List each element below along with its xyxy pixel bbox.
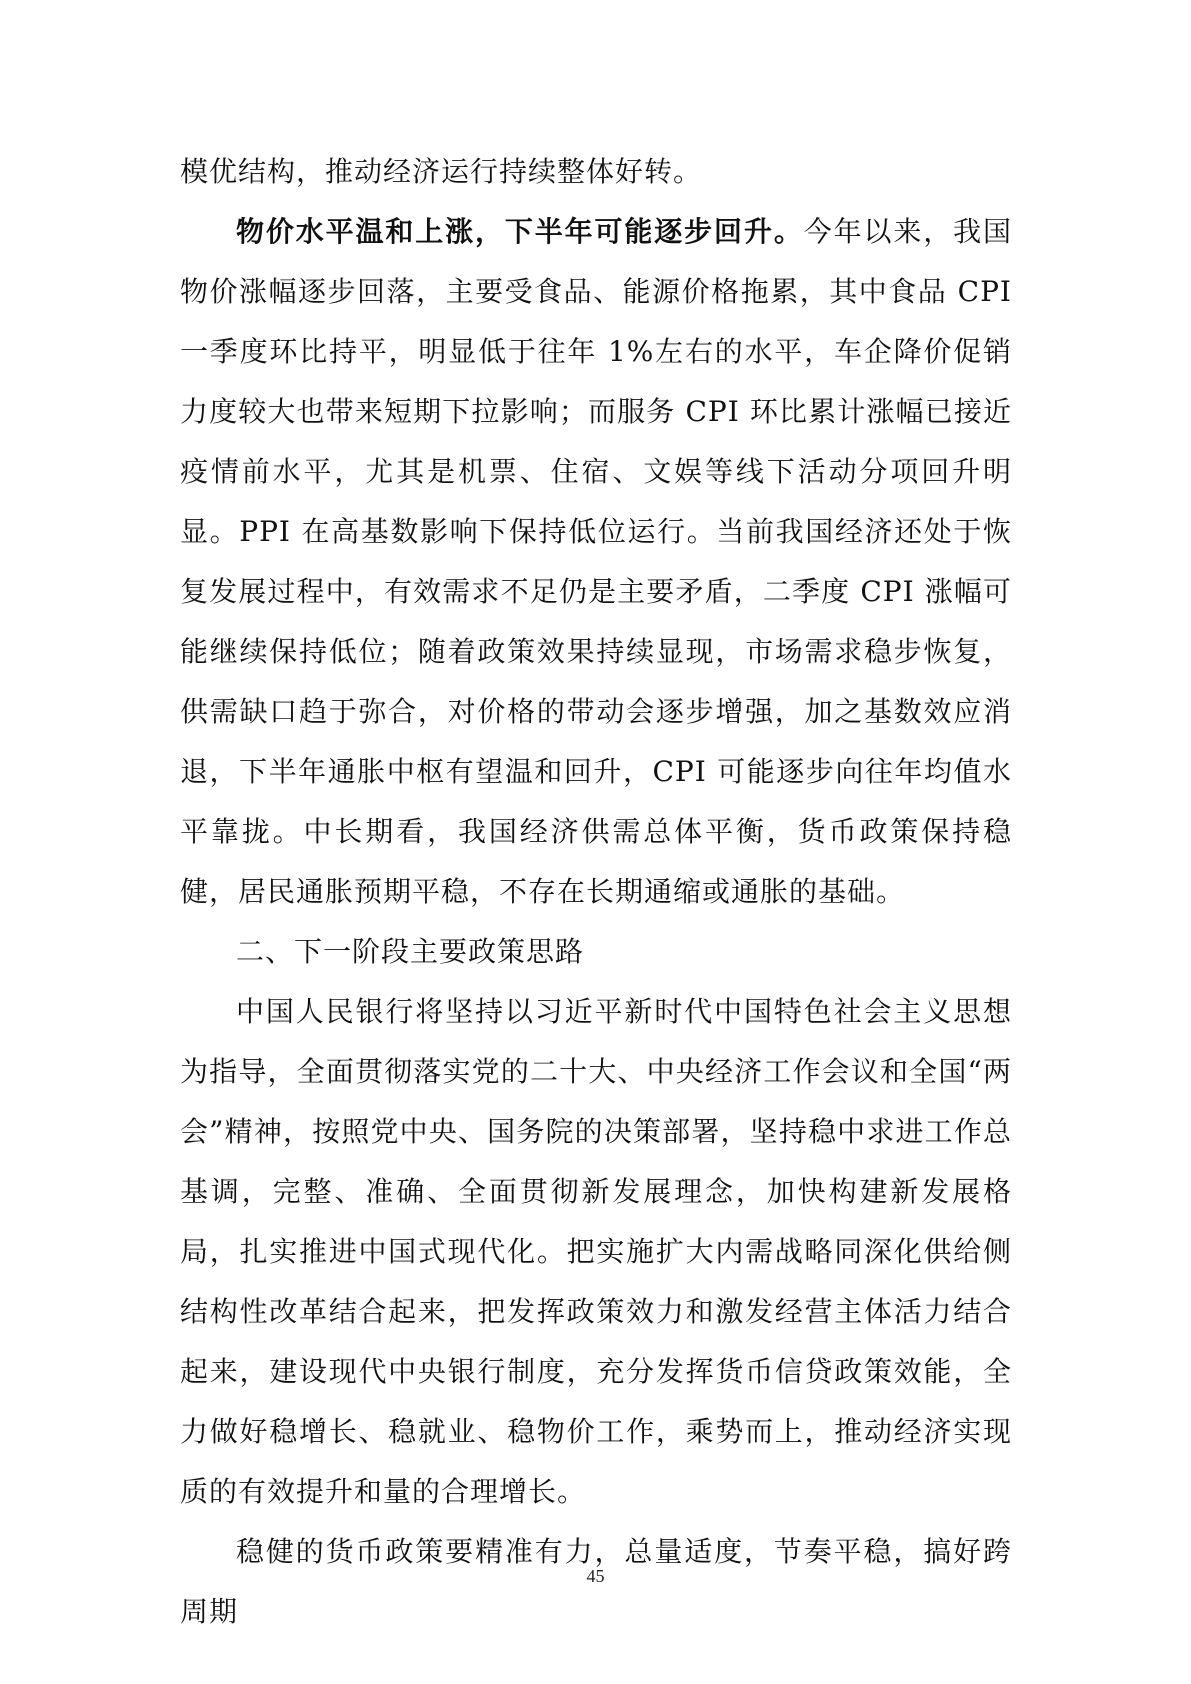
section-heading: 二、下一阶段主要政策思路 bbox=[236, 935, 585, 968]
paragraph-continued: 模优结构，推动经济运行持续整体好转。 bbox=[180, 155, 703, 188]
paragraph-lead-sentence: 物价水平温和上涨，下半年可能逐步回升。 bbox=[236, 215, 804, 248]
paragraph-policy-guidance: 中国人民银行将坚持以习近平新时代中国特色社会主义思想为指导，全面贯彻落实党的二十大、中央经济工作会议和全国“两会”精神，按照党中央、国务院的决策部署，坚持稳中求进工作总基调，完整、准确、全面贯彻新发展理念，加快构建新发展格局，扎实推进中国式现代化。把实施扩大内需战略同深化供给侧结构性改革结合起来，把发挥政策效力和激发经营主体活力结合起来，建设现代中央银行制度，充分发挥货币信贷政策效能，全力做好稳增长、稳就业、稳物价工作，乘势而上，推动经济实现质的有效提升和量的合理增长。 bbox=[180, 995, 1012, 1508]
paragraph-price-level bbox=[180, 202, 1012, 922]
paragraph-body-text: 今年以来，我国物价涨幅逐步回落，主要受食品、能源价格拖累，其中食品 CPI 一季度环比持平，明显低于往年 1%左右的水平，车企降价促销力度较大也带来短期下拉影响；而服务 CPI 环比累计涨幅已接近疫情前水平，尤其是机票、住宿、文娱等线下活动分项回升明显。PPI 在高基数影响下保持低位运行。当前我国经济还处于恢复发展过程中，有效需求不足仍是主要矛盾，二季度 CPI 涨幅可能继续保持低位；随着政策效果持续显现，市场需求稳步恢复，供需缺口趋于弥合，对价格的带动会逐步增强，加之基数效应消退，下半年通胀中枢有望温和回升，CPI 可能逐步向往年均值水平靠拢。中长期看，我国经济供需总体平衡，货币政策保持稳健，居民通胀预期平稳，不存在长期通缩或通胀的基础。 bbox=[180, 215, 1012, 908]
document-body bbox=[180, 142, 1012, 1642]
page-number: 45 bbox=[586, 1566, 605, 1586]
paragraph-monetary-policy: 稳健的货币政策要精准有力，总量适度，节奏平稳，搞好跨周期 bbox=[180, 1535, 1012, 1628]
